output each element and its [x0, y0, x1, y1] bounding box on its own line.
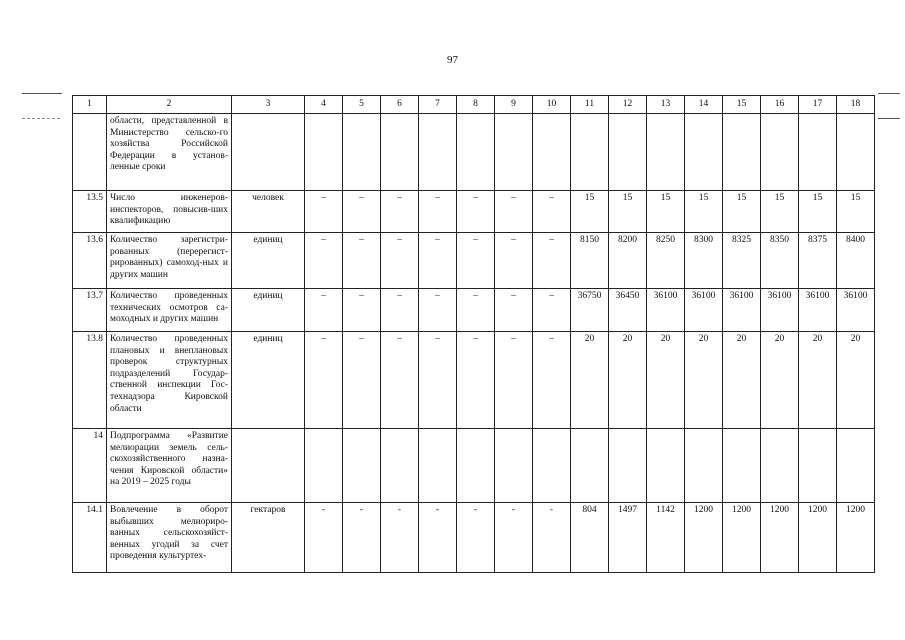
column-number-header: 15 [723, 96, 761, 114]
indicator-value: 20 [799, 332, 837, 429]
indicator-value: – [457, 191, 495, 233]
row-number: 13.5 [73, 191, 107, 233]
indicator-value [343, 429, 381, 503]
column-number-header: 5 [343, 96, 381, 114]
indicator-value [419, 114, 457, 191]
indicator-value: 15 [609, 191, 647, 233]
column-number-header: 10 [533, 96, 571, 114]
indicator-value: – [305, 289, 343, 332]
indicator-value: – [381, 233, 419, 289]
indicator-value: – [533, 289, 571, 332]
indicator-value [609, 429, 647, 503]
indicator-value: – [419, 332, 457, 429]
indicator-value [495, 114, 533, 191]
indicator-value: – [305, 332, 343, 429]
indicator-table [72, 95, 875, 573]
indicator-value: 1200 [799, 503, 837, 573]
column-number-header: 9 [495, 96, 533, 114]
indicator-value: 8250 [647, 233, 685, 289]
indicator-value [761, 429, 799, 503]
indicator-value: 20 [647, 332, 685, 429]
indicator-value: – [457, 289, 495, 332]
indicator-value [723, 114, 761, 191]
table-row [73, 332, 875, 429]
indicator-value [343, 114, 381, 191]
row-number: 14 [73, 429, 107, 503]
indicator-value: – [457, 332, 495, 429]
indicator-value [723, 429, 761, 503]
indicator-value: 1200 [837, 503, 875, 573]
column-number-row [73, 96, 875, 114]
indicator-name: Вовлечение в оборот выбывших мелиориро-ванных сельскохозяйст-венных угодий за счет проведения культуртех- [107, 503, 232, 573]
indicator-value: - [419, 503, 457, 573]
indicator-name: Количество проведенных технических осмотров са-моходных и других машин [107, 289, 232, 332]
right-margin-line [878, 93, 900, 94]
indicator-value: 8150 [571, 233, 609, 289]
indicator-value: – [533, 332, 571, 429]
indicator-value [571, 114, 609, 191]
indicator-value: 8350 [761, 233, 799, 289]
column-number-header: 17 [799, 96, 837, 114]
indicator-name: Подпрограмма «Развитие мелиорации земель сель-скохозяйственного назна-чения Кировской области» на 2019 – 2025 годы [107, 429, 232, 503]
indicator-value: – [533, 233, 571, 289]
indicator-value: – [343, 191, 381, 233]
indicator-value: 1497 [609, 503, 647, 573]
indicator-value: 15 [647, 191, 685, 233]
indicator-value: 804 [571, 503, 609, 573]
indicator-value: 36100 [799, 289, 837, 332]
indicator-value: – [343, 332, 381, 429]
indicator-value [457, 114, 495, 191]
table-row [73, 289, 875, 332]
table-row [73, 429, 875, 503]
indicator-value [647, 429, 685, 503]
column-number-header: 16 [761, 96, 799, 114]
column-number-header: 2 [107, 96, 232, 114]
indicator-value [381, 114, 419, 191]
indicator-value: - [457, 503, 495, 573]
indicator-value: – [305, 191, 343, 233]
indicator-value: - [495, 503, 533, 573]
unit-of-measure: единиц [232, 289, 305, 332]
indicator-value [837, 429, 875, 503]
indicator-value: 15 [799, 191, 837, 233]
unit-of-measure: единиц [232, 332, 305, 429]
row-number: 13.7 [73, 289, 107, 332]
indicator-value: – [419, 289, 457, 332]
unit-of-measure [232, 114, 305, 191]
indicator-value: 1200 [685, 503, 723, 573]
indicator-value: 15 [761, 191, 799, 233]
indicator-value [571, 429, 609, 503]
column-number-header: 11 [571, 96, 609, 114]
indicator-value: 20 [685, 332, 723, 429]
indicator-value: 15 [571, 191, 609, 233]
indicator-value: 20 [837, 332, 875, 429]
indicator-name: Количество проведенных плановых и внеплановых проверок структурных подразделений Государ-ственной инспекции Гос-технадзора Кировской области [107, 332, 232, 429]
indicator-value [419, 429, 457, 503]
indicator-value: 36100 [837, 289, 875, 332]
indicator-value: 8200 [609, 233, 647, 289]
indicator-value [533, 429, 571, 503]
indicator-value [685, 114, 723, 191]
table-row [73, 233, 875, 289]
indicator-value [799, 114, 837, 191]
indicator-value: 8300 [685, 233, 723, 289]
indicator-value: – [381, 289, 419, 332]
table-row [73, 114, 875, 191]
column-number-header: 18 [837, 96, 875, 114]
indicator-value [305, 429, 343, 503]
indicator-value [381, 429, 419, 503]
indicator-name: области, представленной в Министерство сельско-го хозяйства Российской Федерации в установ-ленные сроки [107, 114, 232, 191]
indicator-value [799, 429, 837, 503]
indicator-value: – [343, 233, 381, 289]
indicator-value: 8325 [723, 233, 761, 289]
indicator-value: – [495, 191, 533, 233]
indicator-value: 20 [609, 332, 647, 429]
column-number-header: 7 [419, 96, 457, 114]
left-margin-line-dotted [22, 118, 60, 119]
page-number: 97 [447, 54, 458, 66]
indicator-value: 20 [571, 332, 609, 429]
indicator-value [609, 114, 647, 191]
indicator-value: 36100 [647, 289, 685, 332]
indicator-value [685, 429, 723, 503]
column-number-header: 12 [609, 96, 647, 114]
unit-of-measure [232, 429, 305, 503]
indicator-value: - [343, 503, 381, 573]
indicator-value: – [495, 233, 533, 289]
indicator-value: – [533, 191, 571, 233]
column-number-header: 14 [685, 96, 723, 114]
indicator-value: – [495, 332, 533, 429]
indicator-value: 20 [723, 332, 761, 429]
indicator-value [761, 114, 799, 191]
indicator-value: – [457, 233, 495, 289]
indicator-value: – [419, 233, 457, 289]
indicator-value: – [381, 332, 419, 429]
indicator-value [495, 429, 533, 503]
indicator-name: Количество зарегистри-рованных (перерегист-рированных) самоход-ных и других машин [107, 233, 232, 289]
row-number: 14.1 [73, 503, 107, 573]
indicator-value: 36100 [761, 289, 799, 332]
column-number-header: 4 [305, 96, 343, 114]
indicator-value: – [305, 233, 343, 289]
row-number: 13.6 [73, 233, 107, 289]
indicator-value [457, 429, 495, 503]
indicator-value: 36100 [685, 289, 723, 332]
column-number-header: 3 [232, 96, 305, 114]
column-number-header: 1 [73, 96, 107, 114]
unit-of-measure: человек [232, 191, 305, 233]
indicator-value: 1200 [723, 503, 761, 573]
table-row [73, 503, 875, 573]
indicator-value: 36100 [723, 289, 761, 332]
row-number: 13.8 [73, 332, 107, 429]
column-number-header: 8 [457, 96, 495, 114]
indicator-value: 20 [761, 332, 799, 429]
indicator-value: 1200 [761, 503, 799, 573]
indicator-name: Число инженеров-инспекторов, повысив-ших квалификацию [107, 191, 232, 233]
column-number-header: 13 [647, 96, 685, 114]
indicator-value [305, 114, 343, 191]
column-number-header: 6 [381, 96, 419, 114]
indicator-value [647, 114, 685, 191]
indicator-value: 1142 [647, 503, 685, 573]
left-margin-line [22, 93, 62, 94]
indicator-value: - [381, 503, 419, 573]
indicator-value: – [495, 289, 533, 332]
indicator-value: 8375 [799, 233, 837, 289]
indicator-value: - [533, 503, 571, 573]
indicator-value: 15 [723, 191, 761, 233]
right-margin-line-lower [878, 118, 900, 119]
indicator-value: – [419, 191, 457, 233]
indicator-value: – [343, 289, 381, 332]
unit-of-measure: единиц [232, 233, 305, 289]
indicator-value [533, 114, 571, 191]
indicator-value: 15 [837, 191, 875, 233]
indicator-value: – [381, 191, 419, 233]
table-row [73, 191, 875, 233]
indicator-value: 8400 [837, 233, 875, 289]
indicator-value: 36450 [609, 289, 647, 332]
unit-of-measure: гектаров [232, 503, 305, 573]
indicator-value [837, 114, 875, 191]
indicator-value: - [305, 503, 343, 573]
indicator-value: 15 [685, 191, 723, 233]
row-number [73, 114, 107, 191]
indicator-value: 36750 [571, 289, 609, 332]
